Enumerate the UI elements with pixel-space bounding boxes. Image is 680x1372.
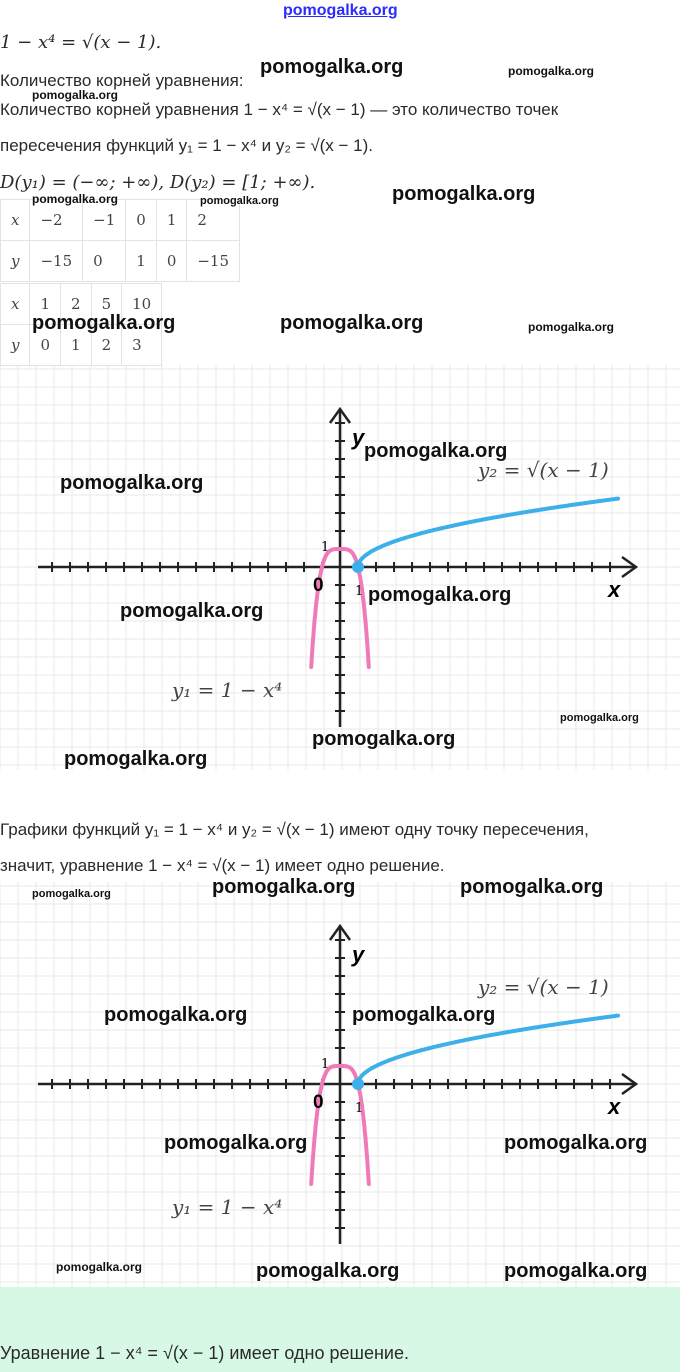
watermark: pomogalka.org: [368, 584, 512, 606]
conclusion-line-1: Графики функций y₁ = 1 − x⁴ и y₂ = √(x − 1) имеют одну точку пересечения,: [0, 820, 589, 839]
watermark: pomogalka.org: [212, 876, 356, 898]
table-cell: 0: [83, 241, 126, 282]
tick-label-1-y: 1: [321, 1057, 330, 1072]
y2-label: y₂ = √(x − 1): [478, 458, 609, 482]
watermark: pomogalka.org: [280, 312, 424, 334]
table-cell: 1: [156, 200, 187, 241]
x-axis-label: x: [608, 1094, 621, 1119]
tick-label-1-x: 1: [355, 584, 364, 599]
y-axis-label: y: [352, 942, 365, 967]
watermark: pomogalka.org: [260, 56, 404, 78]
watermark: pomogalka.org: [312, 728, 456, 750]
graph-axes: [38, 409, 636, 727]
table-cell: 10: [122, 284, 162, 325]
x-axis-label: x: [608, 577, 621, 602]
y2-label: y₂ = √(x − 1): [478, 975, 609, 999]
table-cell: 2: [91, 325, 122, 366]
watermark: pomogalka.org: [256, 1260, 400, 1282]
curve-y2: [358, 499, 618, 567]
origin-label: 0: [313, 1092, 324, 1113]
watermark: pomogalka.org: [32, 88, 119, 102]
table-cell: 3: [122, 325, 162, 366]
table-row: [1, 241, 240, 282]
tick-label-1-y: 1: [321, 540, 330, 555]
intersect-sentence-2: пересечения функций y₁ = 1 − x⁴ и y₂ = √(x − 1).: [0, 136, 374, 155]
table-cell: 0: [156, 241, 187, 282]
table-cell: 0: [126, 200, 157, 241]
table-cell: 1: [126, 241, 157, 282]
watermark: pomogalka.org: [560, 712, 639, 724]
watermark: pomogalka.org: [528, 320, 615, 334]
table-cell: 2: [187, 200, 240, 241]
graph-axes: [38, 926, 636, 1244]
watermark: pomogalka.org: [104, 1004, 248, 1026]
y-axis-label: y: [352, 425, 365, 450]
y1-label: y₁ = 1 − x⁴: [172, 1195, 283, 1219]
table-header: x: [1, 284, 30, 325]
tick-label-1-x: 1: [355, 1101, 364, 1116]
table-cell: −1: [83, 200, 126, 241]
table-header: x: [1, 200, 30, 241]
table-cell: 1: [61, 325, 92, 366]
watermark: pomogalka.org: [56, 1260, 143, 1274]
watermark: pomogalka.org: [32, 888, 111, 900]
value-table-y1: [0, 199, 240, 282]
table-cell: −15: [187, 241, 240, 282]
watermark: pomogalka.org: [60, 472, 204, 494]
equation-line: 1 − x⁴ = √(x − 1).: [0, 32, 162, 53]
table-cell: −2: [30, 200, 83, 241]
watermark: pomogalka.org: [64, 748, 208, 770]
watermark: pomogalka.org: [504, 1132, 648, 1154]
domain-line: D(y₁) = (−∞; +∞), D(y₂) = [1; +∞).: [0, 172, 316, 193]
watermark: pomogalka.org: [164, 1132, 308, 1154]
table-cell: 5: [91, 284, 122, 325]
table-cell: 0: [30, 325, 61, 366]
answer-text: Уравнение 1 − x⁴ = √(x − 1) имеет одно решение.: [0, 1343, 409, 1363]
intersection-point: [352, 561, 364, 573]
watermark: pomogalka.org: [364, 440, 508, 462]
conclusion-line-2: значит, уравнение 1 − x⁴ = √(x − 1) имеет одно решение.: [0, 856, 445, 875]
watermark: pomogalka.org: [504, 1260, 648, 1282]
origin-label: 0: [313, 575, 324, 596]
watermark: pomogalka.org: [508, 64, 595, 78]
y1-label: y₁ = 1 − x⁴: [172, 678, 283, 702]
watermark: pomogalka.org: [200, 195, 279, 207]
watermark: pomogalka.org: [460, 876, 604, 898]
watermark: pomogalka.org: [352, 1004, 496, 1026]
site-link[interactable]: pomogalka.org: [283, 2, 398, 19]
watermark: pomogalka.org: [120, 600, 264, 622]
watermark: pomogalka.org: [392, 183, 536, 205]
table-cell: −15: [30, 241, 83, 282]
table-cell: 1: [30, 284, 61, 325]
table-header: y: [1, 241, 30, 282]
watermark: pomogalka.org: [32, 192, 119, 206]
function-graph-repeat: [0, 882, 680, 1287]
function-graph: [0, 365, 680, 770]
intersection-point: [352, 1078, 364, 1090]
table-cell: 2: [61, 284, 92, 325]
intersect-sentence-1: Количество корней уравнения 1 − x⁴ = √(x − 1) — это количество точек: [0, 100, 559, 119]
answer-box: [0, 1287, 680, 1372]
watermark: pomogalka.org: [32, 312, 176, 334]
table-header: y: [1, 325, 30, 366]
roots-heading: Количество корней уравнения:: [0, 71, 244, 90]
